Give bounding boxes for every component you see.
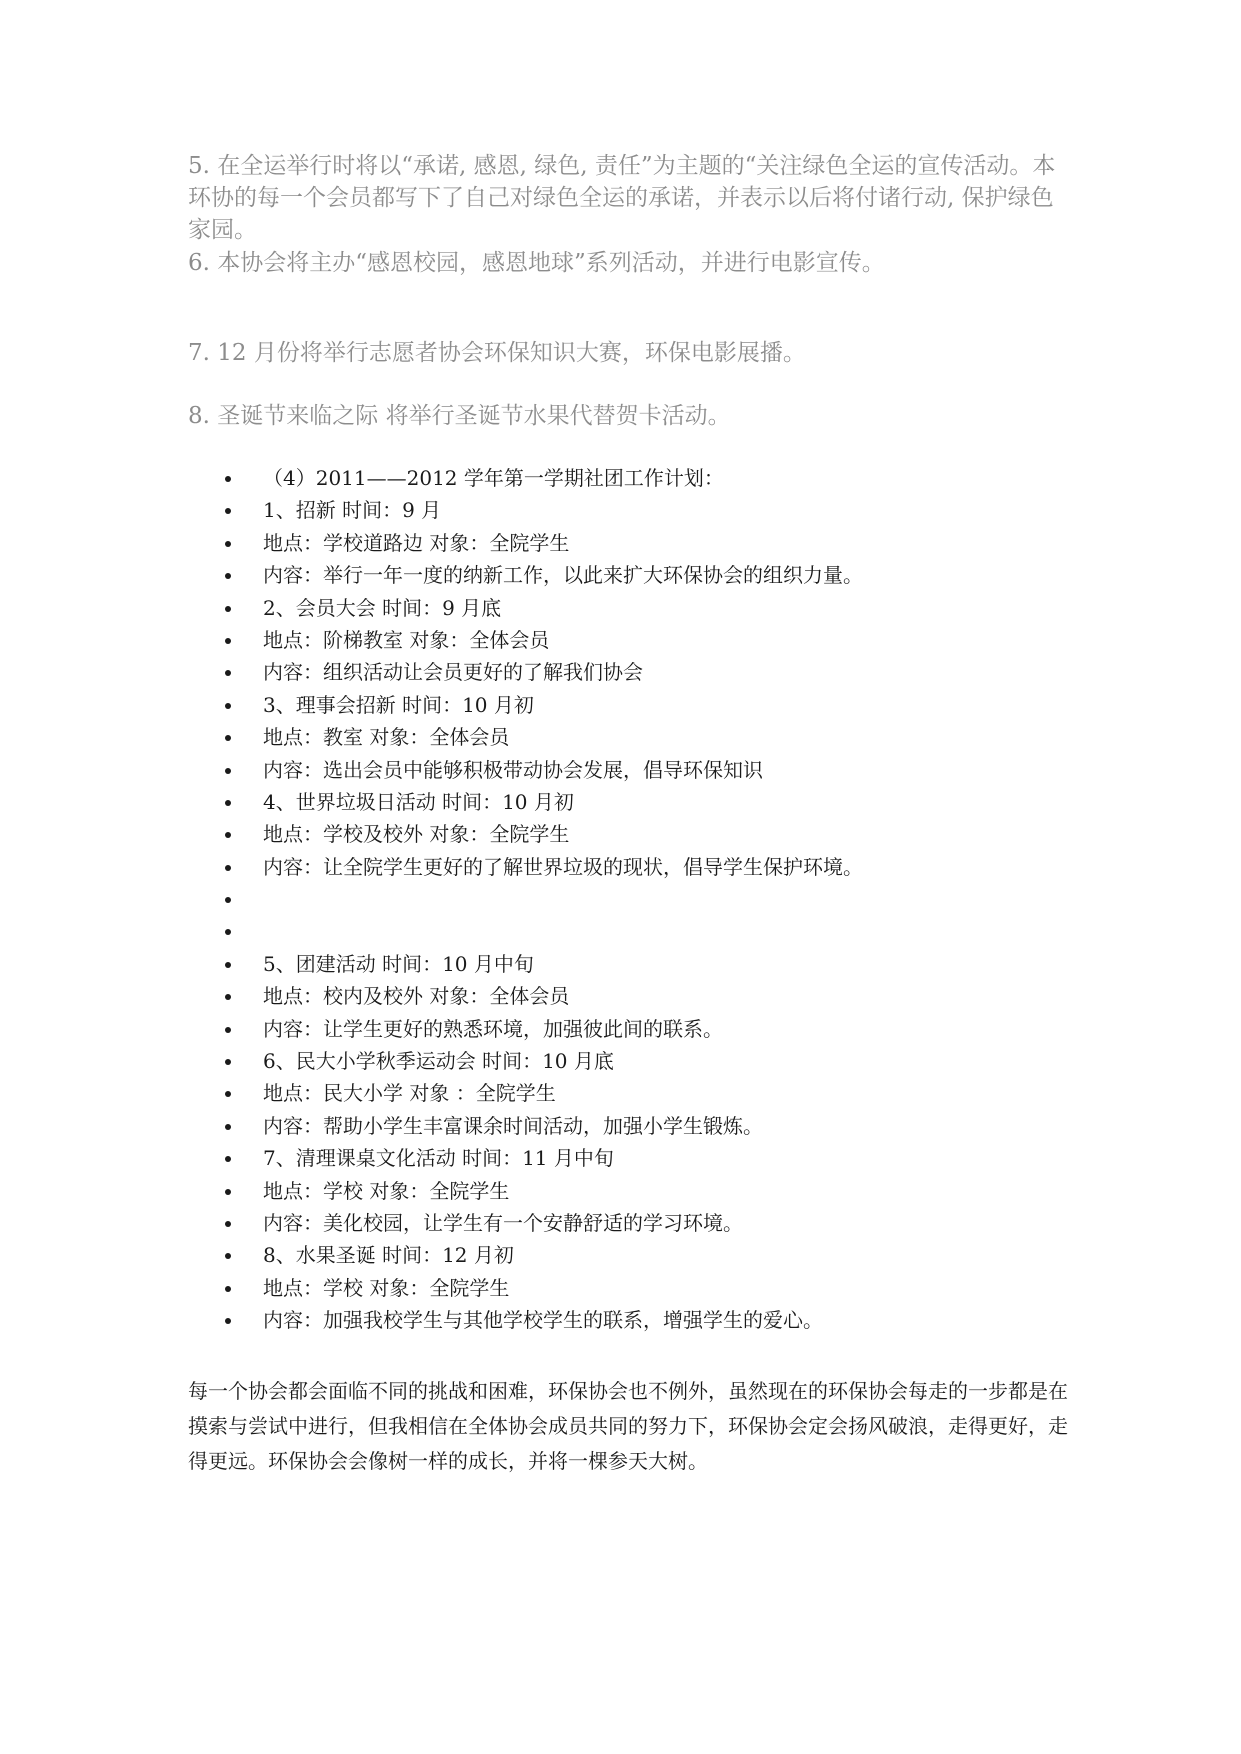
list-item: 地点：学校及校外 对象：全院学生: [0, 818, 1241, 850]
bullet-icon: [225, 1286, 231, 1292]
list-item: 2、会员大会 时间：9 月底: [0, 592, 1241, 624]
list-item: 1、招新 时间：9 月: [0, 494, 1241, 526]
bullet-icon: [225, 994, 231, 1000]
list-item: 地点：学校道路边 对象：全院学生: [0, 527, 1241, 559]
list-item-empty: [0, 883, 1241, 915]
list-item: 7、清理课桌文化活动 时间：11 月中旬: [0, 1142, 1241, 1174]
bullet-icon: [225, 606, 231, 612]
work-plan-list: [0, 462, 1241, 1337]
list-item: 5、团建活动 时间：10 月中旬: [0, 948, 1241, 980]
activity-paragraph-6: 6. 本协会将主办“感恩校园，感恩地球”系列活动，并进行电影宣传。: [188, 250, 885, 276]
list-item: 地点：校内及校外 对象：全体会员: [0, 980, 1241, 1012]
list-item: 内容：加强我校学生与其他学校学生的联系，增强学生的爱心。: [0, 1304, 1241, 1336]
list-item: 地点：民大小学 对象 ：全院学生: [0, 1077, 1241, 1109]
list-item: 6、民大小学秋季运动会 时间：10 月底: [0, 1045, 1241, 1077]
bullet-icon: [225, 476, 231, 482]
list-item: 3、理事会招新 时间：10 月初: [0, 689, 1241, 721]
bullet-icon: [225, 703, 231, 709]
list-item: 内容：让学生更好的熟悉环境，加强彼此间的联系。: [0, 1013, 1241, 1045]
activity-paragraph-8: 8. 圣诞节来临之际 将举行圣诞节水果代替贺卡活动。: [188, 403, 731, 429]
bullet-icon: [225, 573, 231, 579]
bullet-icon: [225, 1156, 231, 1162]
bullet-icon: [225, 541, 231, 547]
bullet-icon: [225, 1253, 231, 1259]
bullet-icon: [225, 768, 231, 774]
bullet-icon: [225, 832, 231, 838]
list-item: 地点：阶梯教室 对象：全体会员: [0, 624, 1241, 656]
activity-paragraph-5: 5. 在全运举行时将以“承诺, 感恩, 绿色, 责任”为主题的“关注绿色全运的宣传活动。本环协的每一个会员都写下了自己对绿色全运的承诺，并表示以后将付诸行动, 保护绿色家园。: [188, 153, 1056, 243]
list-item: 地点：学校 对象：全院学生: [0, 1272, 1241, 1304]
list-item: 内容：选出会员中能够积极带动协会发展，倡导环保知识: [0, 754, 1241, 786]
bullet-icon: [225, 1221, 231, 1227]
bullet-icon: [225, 929, 231, 935]
bullet-icon: [225, 962, 231, 968]
list-item: 4、世界垃圾日活动 时间：10 月初: [0, 786, 1241, 818]
bullet-icon: [225, 1059, 231, 1065]
bullet-icon: [225, 1318, 231, 1324]
list-item: 内容：组织活动让会员更好的了解我们协会: [0, 656, 1241, 688]
bullet-icon: [225, 897, 231, 903]
list-item: 地点：学校 对象：全院学生: [0, 1175, 1241, 1207]
list-item: 内容：让全院学生更好的了解世界垃圾的现状，倡导学生保护环境。: [0, 851, 1241, 883]
bullet-icon: [225, 1091, 231, 1097]
bullet-icon: [225, 1027, 231, 1033]
list-item-empty: [0, 915, 1241, 947]
bullet-icon: [225, 638, 231, 644]
closing-paragraph: 每一个协会都会面临不同的挑战和困难，环保协会也不例外，虽然现在的环保协会每走的一步都是在摸索与尝试中进行，但我相信在全体协会成员共同的努力下，环保协会定会扬风破浪，走得更好，走得更远。环保协会会像树一样的成长，并将一棵参天大树。: [188, 1379, 1068, 1473]
bullet-icon: [225, 1124, 231, 1130]
bullet-icon: [225, 670, 231, 676]
list-item: 8、水果圣诞 时间：12 月初: [0, 1239, 1241, 1271]
list-item: 内容：帮助小学生丰富课余时间活动，加强小学生锻炼。: [0, 1110, 1241, 1142]
bullet-icon: [225, 735, 231, 741]
activity-paragraph-7: 7. 12 月份将举行志愿者协会环保知识大赛，环保电影展播。: [188, 340, 806, 366]
bullet-icon: [225, 508, 231, 514]
bullet-icon: [225, 800, 231, 806]
list-item: 内容：美化校园，让学生有一个安静舒适的学习环境。: [0, 1207, 1241, 1239]
list-item: 内容：举行一年一度的纳新工作，以此来扩大环保协会的组织力量。: [0, 559, 1241, 591]
bullet-icon: [225, 1189, 231, 1195]
bullet-icon: [225, 865, 231, 871]
list-item: （4）2011——2012 学年第一学期社团工作计划：: [0, 462, 1241, 494]
list-item: 地点：教室 对象：全体会员: [0, 721, 1241, 753]
